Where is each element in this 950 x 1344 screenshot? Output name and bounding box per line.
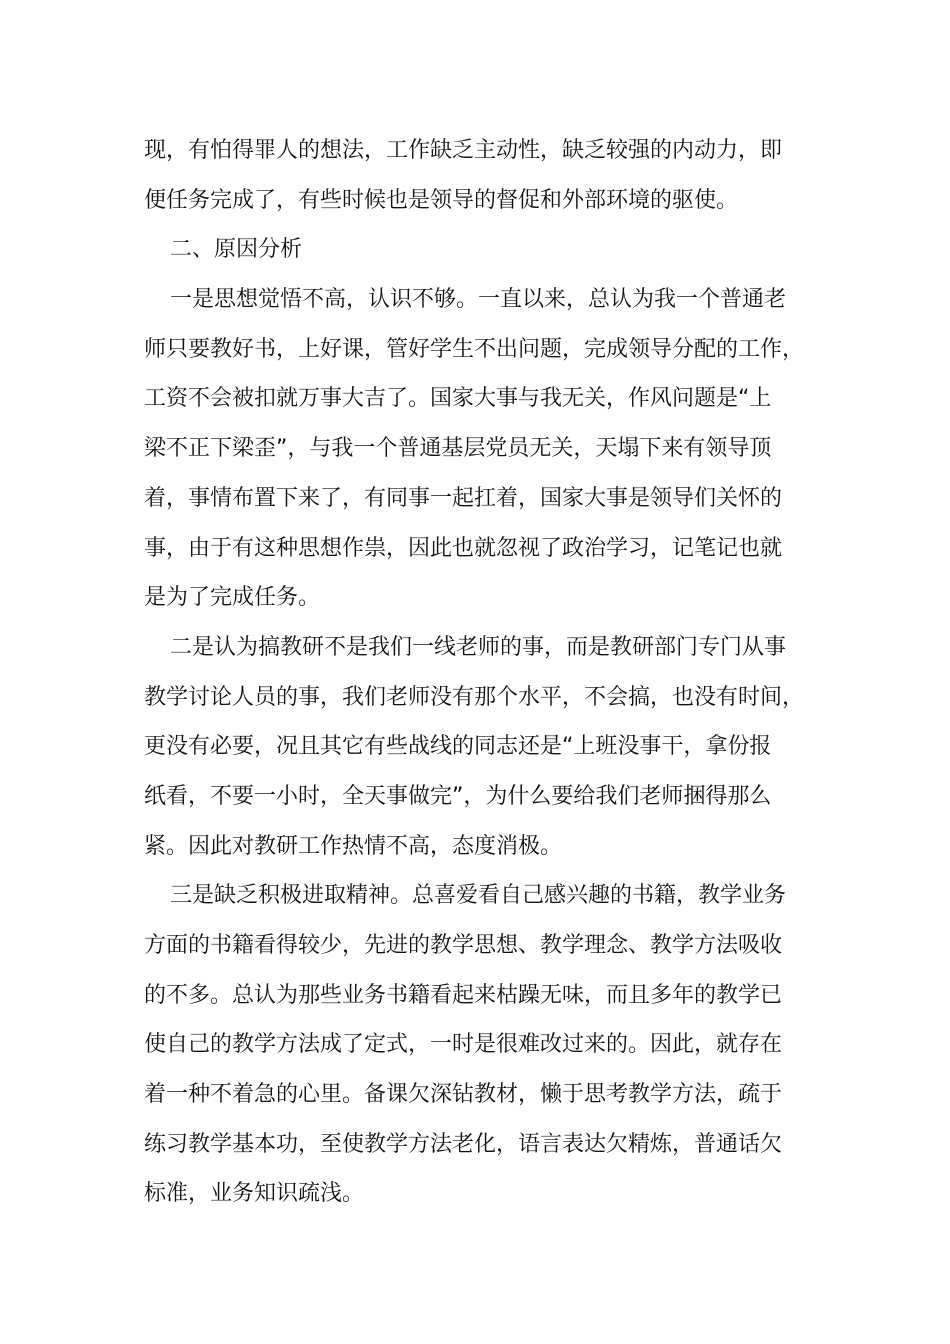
text-line: 紧。因此对教研工作热情不高，态度消极。 (144, 833, 563, 859)
text-line: 是为了完成任务。 (144, 585, 321, 611)
paragraph-1 (144, 275, 806, 623)
text-line: 便任务完成了，有些时候也是领导的督促和外部环境的驱使。 (144, 187, 739, 213)
text-line: 现，有怕得罪人的想法，工作缺乏主动性，缺乏较强的内动力，即 (144, 138, 783, 163)
paragraph-2 (144, 623, 806, 871)
text-line: 梁不正下梁歪”，与我一个普通基层党员无关，天塌下来有领导顶 (144, 436, 772, 462)
document-body (144, 126, 806, 1219)
text-line: 事，由于有这种思想作祟，因此也就忽视了政治学习，记笔记也就 (144, 535, 783, 561)
text-line: 使自己的教学方法成了定式，一时是很难改过来的。因此，就存在 (144, 1032, 783, 1058)
text-line: 纸看，不要一小时，全天事做完”，为什么要给我们老师捆得那么 (144, 783, 772, 809)
text-line: 师只要教好书，上好课，管好学生不出问题，完成领导分配的工作， (144, 336, 805, 362)
text-line: 的不多。总认为那些业务书籍看起来枯躁无味，而且多年的教学已 (144, 982, 783, 1008)
text-line: 教学讨论人员的事，我们老师没有那个水平，不会搞，也没有时间， (144, 684, 805, 710)
section-heading (144, 225, 806, 275)
text-line: 一是思想觉悟不高，认识不够。一直以来，总认为我一个普通老 (170, 287, 787, 313)
text-line: 标准，业务知识疏浅。 (144, 1181, 365, 1207)
text-line: 三是缺乏积极进取精神。总喜爱看自己感兴趣的书籍，教学业务 (170, 883, 787, 909)
text-line: 方面的书籍看得较少，先进的教学思想、教学理念、教学方法吸收 (144, 933, 783, 958)
text-line: 工资不会被扣就万事大吉了。国家大事与我无关，作风问题是“上 (144, 386, 772, 412)
text-line: 二是认为搞教研不是我们一线老师的事，而是教研部门专门从事 (170, 634, 787, 660)
text-line: 着，事情布置下来了，有同事一起扛着，国家大事是领导们关怀的 (144, 485, 783, 511)
text-line: 更没有必要，况且其它有些战线的同志还是“上班没事干，拿份报 (144, 734, 772, 760)
text-line: 练习教学基本功，至使教学方法老化，语言表达欠精炼，普通话欠 (144, 1131, 783, 1157)
paragraph-3 (144, 871, 806, 1219)
heading-line: 二、原因分析 (170, 237, 303, 263)
text-line: 着一种不着急的心里。备课欠深钻教材，懒于思考教学方法，疏于 (144, 1082, 783, 1108)
paragraph-continuation (144, 126, 806, 225)
